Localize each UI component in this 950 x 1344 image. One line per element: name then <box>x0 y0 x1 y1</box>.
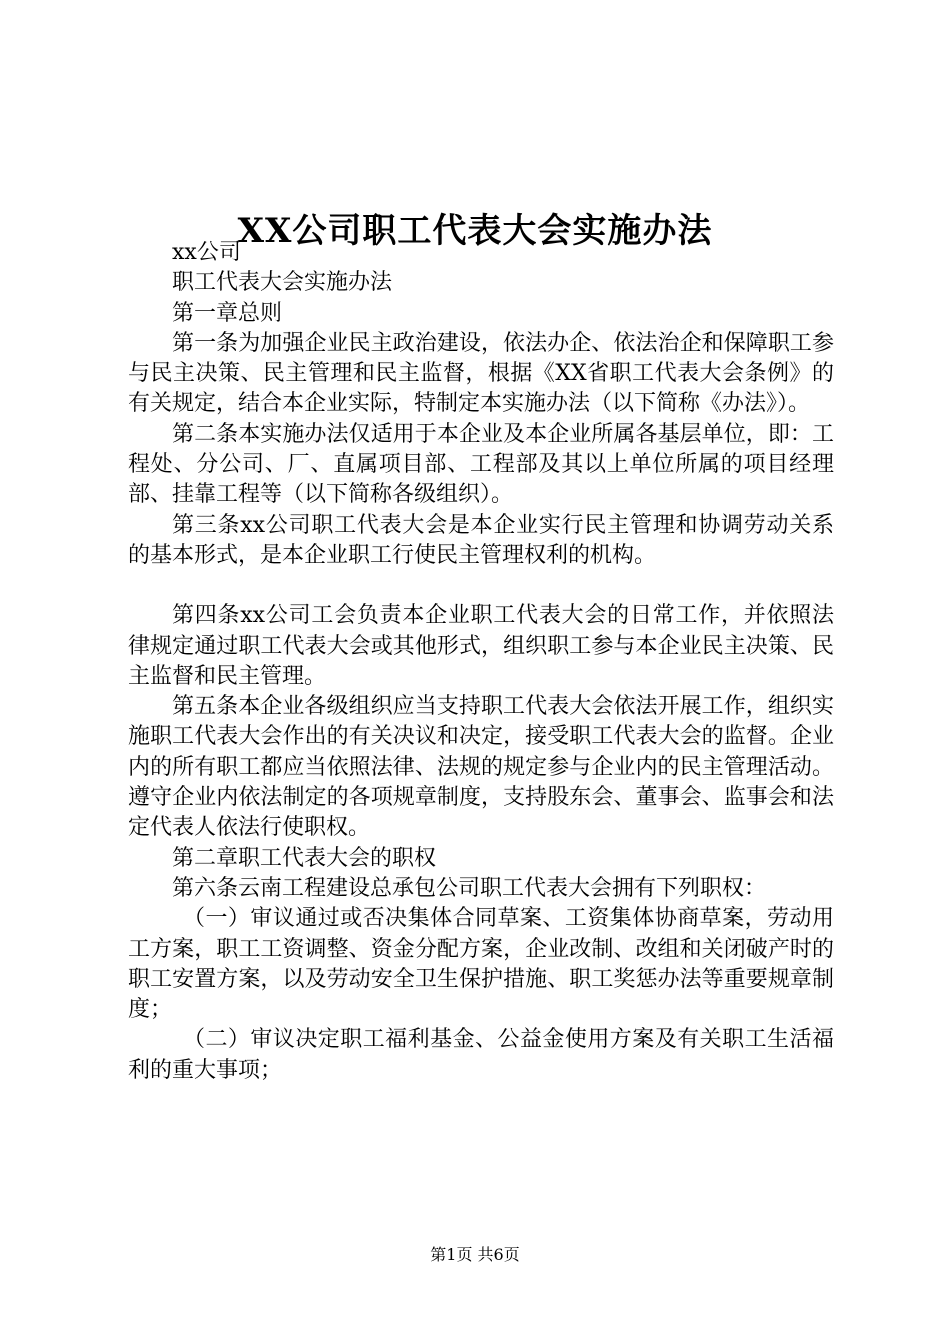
article-5: 第五条本企业各级组织应当支持职工代表大会依法开展工作，组织实施职工代表大会作出的有关决议和决定，接受职工代表大会的监督。企业内的所有职工都应当依照法律、法规的规定参与企业内的民主管理活动。遵守企业内依法制定的各项规章制度，支持股东会、董事会、监事会和法定代表人依法行使职权。 <box>128 694 834 841</box>
article-4: 第四条xx公司工会负责本企业职工代表大会的日常工作，并依照法律规定通过职工代表大会或其他形式，组织职工参与本企业民主决策、民主监督和民主管理。 <box>128 603 834 689</box>
article-6-item-2: （二）审议决定职工福利基金、公益金使用方案及有关职工生活福利的重大事项； <box>128 1027 834 1083</box>
company-name-line: xx公司 <box>172 240 241 265</box>
document-title: XX公司职工代表大会实施办法 <box>237 210 713 251</box>
article-2: 第二条本实施办法仅适用于本企业及本企业所属各基层单位，即：工程处、分公司、厂、直属项目部、工程部及其以上单位所属的项目经理部、挂靠工程等（以下简称各级组织）。 <box>128 421 834 508</box>
page-number-footer: 第1页 共6页 <box>430 1245 520 1264</box>
chapter-two-heading: 第二章职工代表大会的职权 <box>172 845 437 871</box>
article-1: 第一条为加强企业民主政治建设，依法办企、依法治企和保障职工参与民主决策、民主管理和民主监督，根据《XX省职工代表大会条例》的有关规定，结合本企业实际，特制定本实施办法（以下简称《办法》）。 <box>128 330 834 417</box>
chapter-one-heading: 第一章总则 <box>172 300 283 326</box>
article-6-item-1: （一）审议通过或否决集体合同草案、工资集体协商草案，劳动用工方案，职工工资调整、资金分配方案，企业改制、改组和关闭破产时的职工安置方案，以及劳动安全卫生保护措施、职工奖惩办法等重要规章制度； <box>128 906 834 1023</box>
document-body <box>128 238 834 1086</box>
article-3: 第三条xx公司职工代表大会是本企业实行民主管理和协调劳动关系的基本形式，是本企业职工行使民主管理权利的机构。 <box>128 512 834 568</box>
subtitle-line: 职工代表大会实施办法 <box>172 270 393 296</box>
article-6: 第六条云南工程建设总承包公司职工代表大会拥有下列职权： <box>172 875 767 901</box>
